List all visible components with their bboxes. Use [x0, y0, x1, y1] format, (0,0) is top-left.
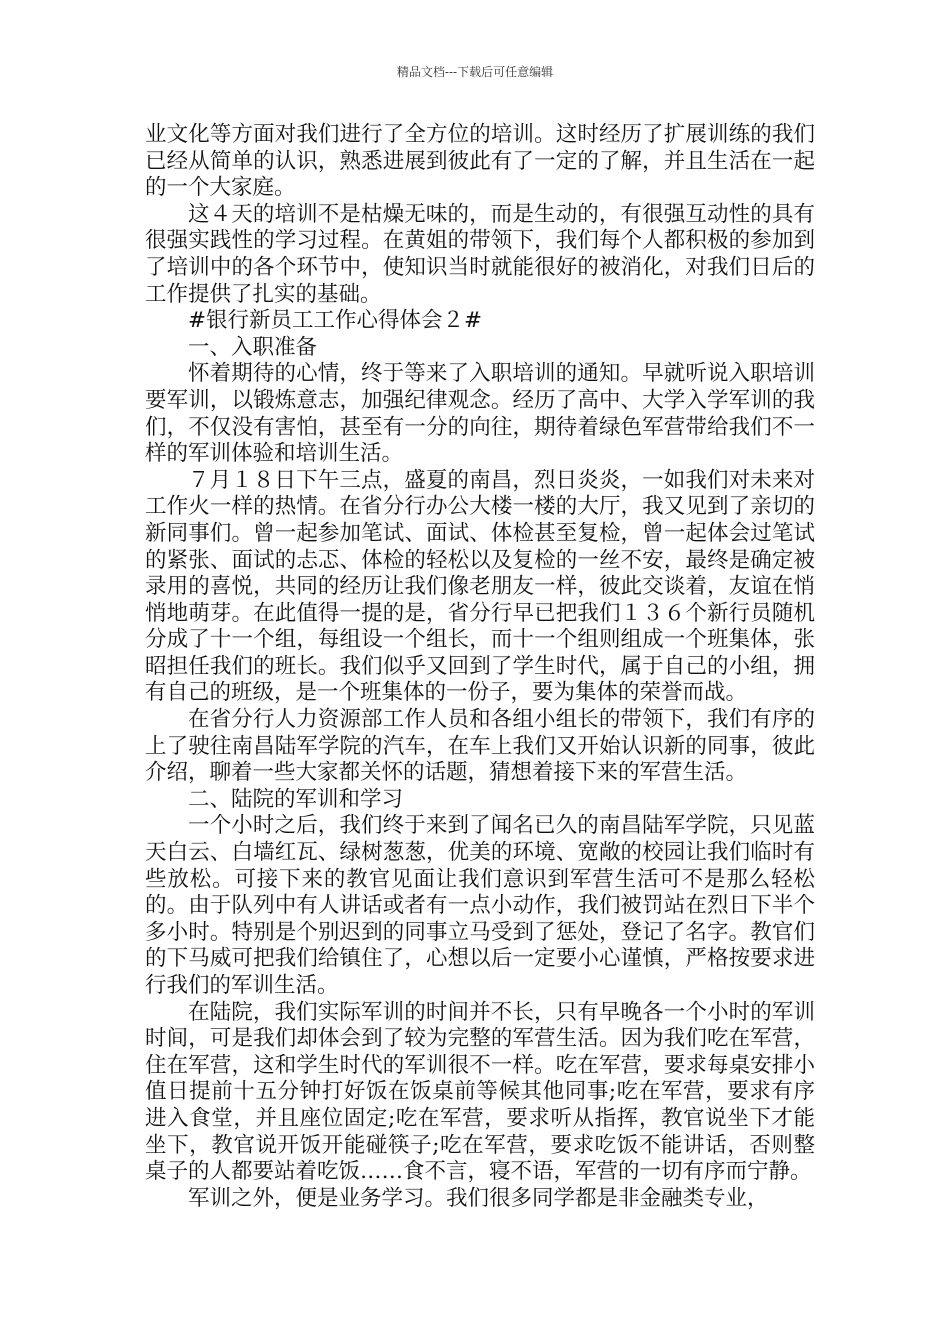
paragraph-8: 军训之外，便是业务学习。我们很多同学都是非金融类专业， — [188, 1185, 769, 1211]
paragraph-1: 业文化等方面对我们进行了全方位的培训。这时经历了扩展训练的我们已经从简单的认识，熟悉进展到彼此有了一定的了解，并且生活在一起的一个大家庭。 — [145, 122, 815, 201]
subheading-military-training: 二、陆院的军训和学习 — [188, 786, 404, 812]
paragraph-7: 在陆院，我们实际军训的时间并不长，只有早晚各一个小时的军训时间，可是我们却体会到了较为完整的军营生活。因为我们吃在军营，住在军营，这和学生时代的军训很不一样。吃在军营，要求每桌安排小值日提前十五分钟打好饭在饭桌前等候其他同事;吃在军营，要求有序进入食堂，并且座位固定;吃在军营，要求听从指挥，教官说坐下才能坐下，教官说开饭开能碰筷子;吃在军营，要求吃饭不能讲话，否则整桌子的人都要站着吃饭……食不言，寝不语，军营的一切有序而宁静。 — [145, 999, 815, 1185]
section-title: #银行新员工工作心得体会２# — [188, 308, 483, 334]
paragraph-2: 这４天的培训不是枯燥无味的，而是生动的，有很强互动性的具有很强实践性的学习过程。在黄姐的带领下，我们每个人都积极的参加到了培训中的各个环节中，使知识当时就能很好的被消化，对我们日后的工作提供了扎实的基础。 — [145, 201, 815, 307]
subheading-onboarding: 一、入职准备 — [188, 334, 318, 360]
paragraph-5: 在省分行人力资源部工作人员和各组小组长的带领下，我们有序的上了驶往南昌陆军学院的汽车，在车上我们又开始认识新的同事，彼此介绍，聊着一些大家都关怀的话题，猜想着接下来的军营生活。 — [145, 707, 815, 786]
paragraph-6: 一个小时之后，我们终于来到了闻名已久的南昌陆军学院，只见蓝天白云、白墙红瓦、绿树葱葱，优美的环境、宽敞的校园让我们临时有些放松。可接下来的教官见面让我们意识到军营生活可不是那么轻松的。由于队列中有人讲话或者有一点小动作，我们被罚站在烈日下半个多小时。特别是个别迟到的同事立马受到了惩处，登记了名字。教官们的下马威可把我们给镇住了，心想以后一定要小心谨慎，严格按要求进行我们的军训生活。 — [145, 813, 815, 998]
document-body — [145, 122, 815, 1212]
paragraph-3: 怀着期待的心情，终于等来了入职培训的通知。早就听说入职培训要军训，以锻炼意志，加强纪律观念。经历了高中、大学入学军训的我们，不仅没有害怕，甚至有一分的向往，期待着绿色军营带给我们不一样的军训体验和培训生活。 — [145, 361, 815, 467]
paragraph-4: ７月１８日下午三点，盛夏的南昌，烈日炎炎，一如我们对未来对工作火一样的热情。在省分行办公大楼一楼的大厅，我又见到了亲切的新同事们。曾一起参加笔试、面试、体检甚至复检，曾一起体会过笔试的紧张、面试的忐忑、体检的轻松以及复检的一丝不安，最终是确定被录用的喜悦，共同的经历让我们像老朋友一样，彼此交谈着，友谊在悄悄地萌芽。在此值得一提的是，省分行早已把我们１３６个新行员随机分成了十一个组，每组设一个组长，而十一个组则组成一个班集体，张昭担任我们的班长。我们似乎又回到了学生时代，属于自己的小组，拥有自己的班级，是一个班集体的一份子，要为集体的荣誉而战。 — [145, 467, 815, 706]
page-header: 精品文档---下载后可任意编辑 — [396, 65, 554, 79]
